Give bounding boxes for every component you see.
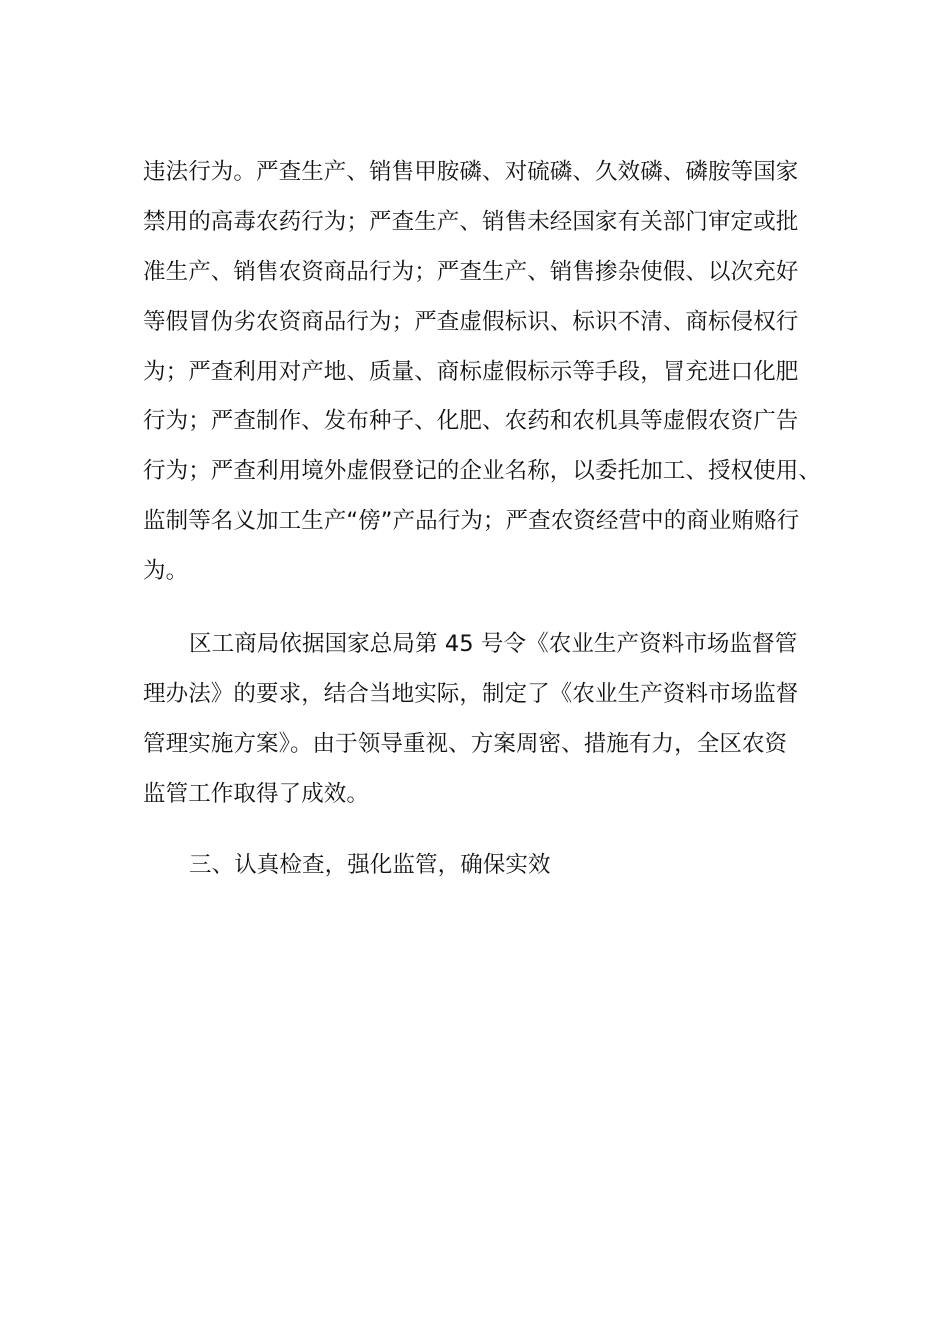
paragraph-1-line-1: 违法行为。严查生产、销售甲胺磷、对硫磷、久效磷、磷胺等国家 — [143, 159, 799, 185]
paragraph-2-line-3: 管理实施方案》。由于领导重视、方案周密、措施有力，全区农资 — [143, 731, 788, 757]
section-heading-3: 三、认真检查，强化监管，确保实效 — [189, 852, 551, 878]
paragraph-1-line-6: 行为；严查制作、发布种子、化肥、农药和农机具等虚假农资广告 — [143, 408, 799, 434]
paragraph-1-line-2: 禁用的高毒农药行为；严查生产、销售未经国家有关部门审定或批 — [143, 209, 799, 235]
paragraph-1-line-8: 监制等名义加工生产“傍”产品行为；严查农资经营中的商业贿赂行 — [143, 508, 800, 534]
paragraph-1-line-5: 为；严查利用对产地、质量、商标虚假标示等手段，冒充进口化肥 — [143, 359, 799, 385]
paragraph-1-line-9: 为。 — [143, 558, 189, 584]
paragraph-2-line-4: 监管工作取得了成效。 — [143, 781, 370, 807]
paragraph-1-line-4: 等假冒伪劣农资商品行为；严查虚假标识、标识不清、商标侵权行 — [143, 309, 799, 335]
paragraph-1-line-3: 准生产、销售农资商品行为；严查生产、销售掺杂使假、以次充好 — [143, 259, 799, 285]
paragraph-2-line-1: 区工商局依据国家总局第 45 号令《农业生产资料市场监督管 — [189, 631, 798, 657]
paragraph-2-line-2: 理办法》的要求，结合当地实际，制定了《农业生产资料市场监督 — [143, 681, 799, 707]
paragraph-1-line-7: 行为；严查利用境外虚假登记的企业名称，以委托加工、授权使用、 — [143, 458, 822, 484]
